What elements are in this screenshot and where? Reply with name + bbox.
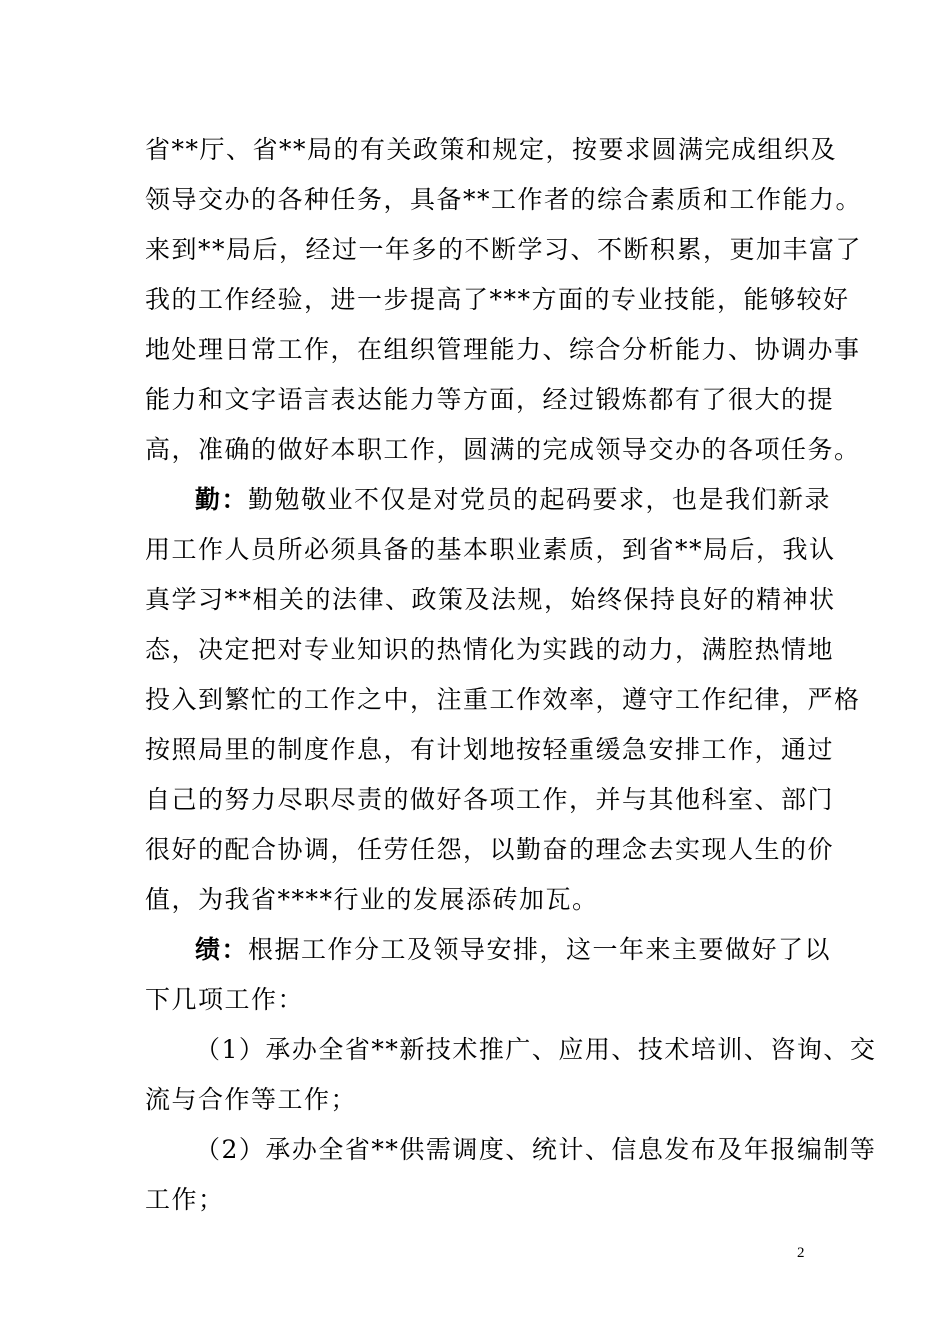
text-line: 投入到繁忙的工作之中，注重工作效率，遵守工作纪律，严格 xyxy=(145,685,861,714)
text-line: 用工作人员所必须具备的基本职业素质，到省**局后，我认 xyxy=(145,535,836,564)
qin-text: 勤勉敬业不仅是对党员的起码要求，也是我们新录 xyxy=(248,485,832,514)
text-line: 很好的配合协调，任劳任怨，以勤奋的理念去实现人生的价 xyxy=(145,835,835,864)
text-line: 自己的努力尽职尽责的做好各项工作，并与其他科室、部门 xyxy=(145,785,835,814)
page-number: 2 xyxy=(797,1245,805,1261)
ji-text: 根据工作分工及领导安排，这一年来主要做好了以 xyxy=(248,935,832,964)
text-line: 领导交办的各种任务，具备**工作者的综合素质和工作能力。 xyxy=(145,185,863,214)
text-line: 来到**局后，经过一年多的不断学习、不断积累，更加丰富了 xyxy=(145,235,863,264)
text-line: 工作； xyxy=(145,1185,225,1214)
text-line: 真学习**相关的法律、政策及法规，始终保持良好的精神状 xyxy=(145,585,836,614)
text-line: 下几项工作： xyxy=(145,985,305,1014)
qin-label: 勤： xyxy=(195,485,249,514)
text-line: 省**厅、省**局的有关政策和规定，按要求圆满完成组织及 xyxy=(145,135,838,164)
list-item-2: （2）承办全省**供需调度、统计、信息发布及年报编制等 xyxy=(195,1135,877,1164)
text-line: 态，决定把对专业知识的热情化为实践的动力，满腔热情地 xyxy=(145,635,835,664)
text-line: 高，准确的做好本职工作，圆满的完成领导交办的各项任务。 xyxy=(145,435,861,464)
paragraph-qin-first-line xyxy=(195,484,832,516)
list-item-1: （1）承办全省**新技术推广、应用、技术培训、咨询、交 xyxy=(195,1035,877,1064)
text-line: 我的工作经验，进一步提高了***方面的专业技能，能够较好 xyxy=(145,285,850,314)
text-line: 按照局里的制度作息，有计划地按轻重缓急安排工作，通过 xyxy=(145,735,835,764)
ji-label: 绩： xyxy=(195,935,249,964)
text-line: 地处理日常工作，在组织管理能力、综合分析能力、协调办事 xyxy=(145,335,861,364)
text-line: 能力和文字语言表达能力等方面，经过锻炼都有了很大的提 xyxy=(145,385,835,414)
text-line: 流与合作等工作； xyxy=(145,1085,358,1114)
text-line: 值，为我省****行业的发展添砖加瓦。 xyxy=(145,885,599,914)
paragraph-ji-first-line xyxy=(195,934,832,966)
